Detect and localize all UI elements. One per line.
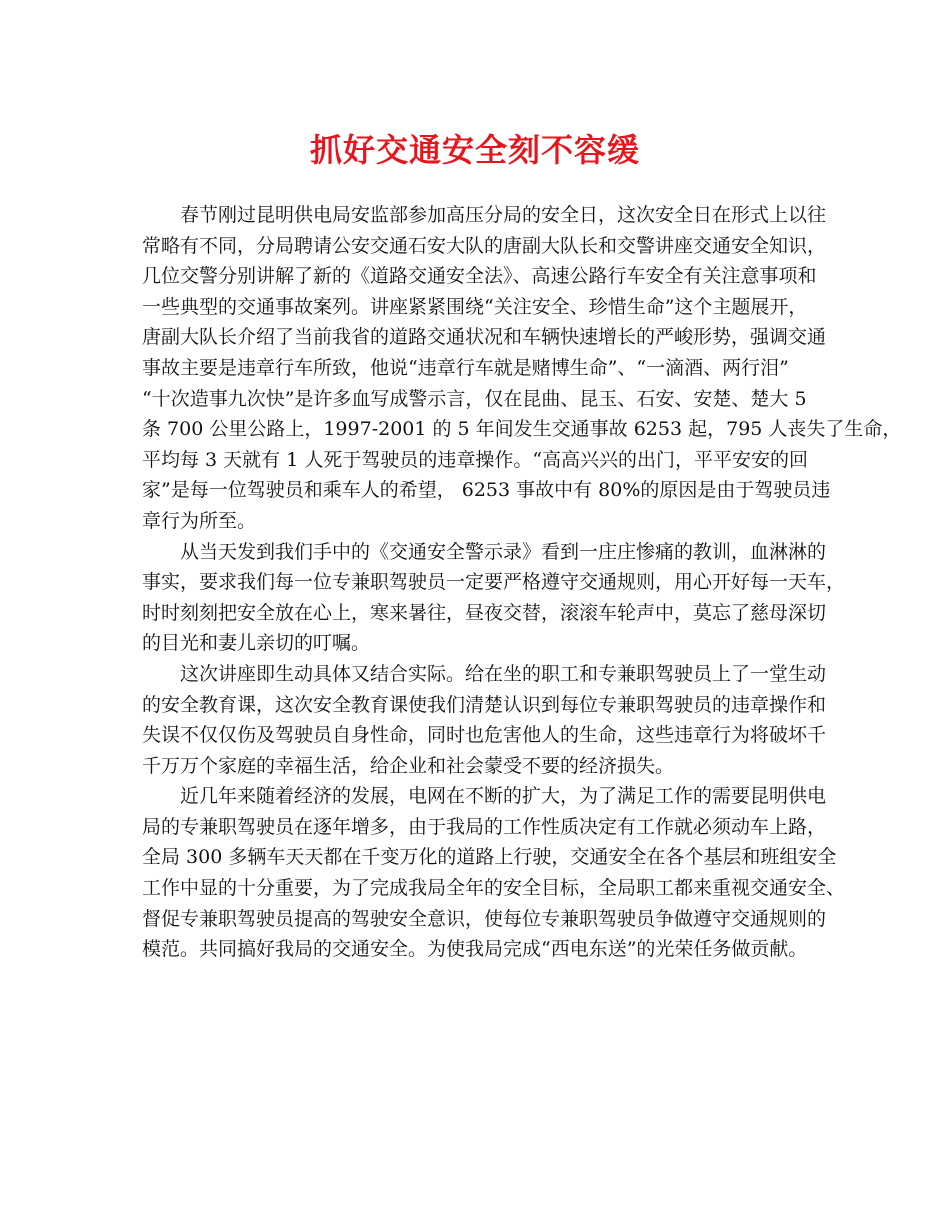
text-line: 事故主要是违章行车所致，他说“违章行车就是赌博生命”、“一滴酒、两行泪” [142, 356, 789, 379]
text-line: 几位交警分别讲解了新的《道路交通安全法》、高速公路行车安全有关注意事项和 [142, 265, 817, 288]
text-line: 时时刻刻把安全放在心上，寒来暑往，昼夜交替，滚滚车轮声中，莫忘了慈母深切 [142, 601, 827, 624]
text-line: 模范。共同搞好我局的交通安全。为使我局完成“西电东送”的光荣任务做贡献。 [142, 938, 808, 961]
text-line: “十次造事九次快”是许多血写成警示言，仅在昆曲、昆玉、石安、安楚、楚大 5 [142, 387, 807, 410]
paragraph-2 [142, 537, 846, 659]
text-line: 条 700 公里公路上，1997-2001 的 5 年间发生交通事故 6253 起，795 人丧失了生命， [142, 418, 902, 441]
text-line: 唐副大队长介绍了当前我省的道路交通状况和车辆快速增长的严峻形势，强调交通 [142, 326, 827, 349]
text-line: 春节刚过昆明供电局安监部参加高压分局的安全日，这次安全日在形式上以往 [180, 204, 827, 226]
document-body [142, 200, 902, 965]
paragraph-1 [142, 200, 902, 537]
text-line: 常略有不同，分局聘请公安交通石安大队的唐副大队长和交警讲座交通安全知识， [142, 234, 827, 257]
text-line: 千万万个家庭的幸福生活，给企业和社会蒙受不要的经济损失。 [142, 754, 675, 777]
text-line: 近几年来随着经济的发展，电网在不断的扩大，为了满足工作的需要昆明供电 [180, 785, 827, 808]
text-line: 的目光和妻儿亲切的叮嘱。 [142, 632, 371, 655]
text-line: 局的专兼职驾驶员在逐年增多，由于我局的工作性质决定有工作就必须动车上路， [142, 815, 827, 838]
text-line: 全局 300 多辆车天天都在千变万化的道路上行驶，交通安全在各个基层和班组安全 [142, 846, 837, 869]
text-line: 家”是每一位驾驶员和乘车人的希望， 6253 事故中有 80%的原因是由于驾驶员违 [142, 479, 831, 502]
text-line: 平均每 3 天就有 1 人死于驾驶员的违章操作。“高高兴兴的出门，平平安安的回 [142, 448, 809, 471]
text-line: 一些典型的交通事故案列。讲座紧紧围绕“关注安全、珍惜生命”这个主题展开， [142, 295, 808, 318]
text-line: 督促专兼职驾驶员提高的驾驶安全意识，使每位专兼职驾驶员争做遵守交通规则的 [142, 907, 827, 930]
text-line: 从当天发到我们手中的《交通安全警示录》看到一庄庄惨痛的教训，血淋淋的 [180, 540, 827, 563]
text-line: 的安全教育课，这次安全教育课使我们清楚认识到每位专兼职驾驶员的违章操作和 [142, 693, 827, 716]
text-line: 事实，要求我们每一位专兼职驾驶员一定要严格遵守交通规则，用心开好每一天车， [142, 571, 846, 594]
text-line: 章行为所至。 [142, 509, 257, 532]
text-line: 失误不仅仅伤及驾驶员自身性命，同时也危害他人的生命，这些违章行为将破坏千 [142, 724, 827, 747]
text-line: 工作中显的十分重要，为了完成我局全年的安全目标，全局职工都来重视交通安全、 [142, 877, 846, 900]
paragraph-3 [142, 659, 832, 781]
document-title: 抓好交通安全刻不容缓 [309, 131, 640, 169]
paragraph-4 [142, 781, 846, 965]
text-line: 这次讲座即生动具体又结合实际。给在坐的职工和专兼职驾驶员上了一堂生动 [180, 662, 827, 685]
